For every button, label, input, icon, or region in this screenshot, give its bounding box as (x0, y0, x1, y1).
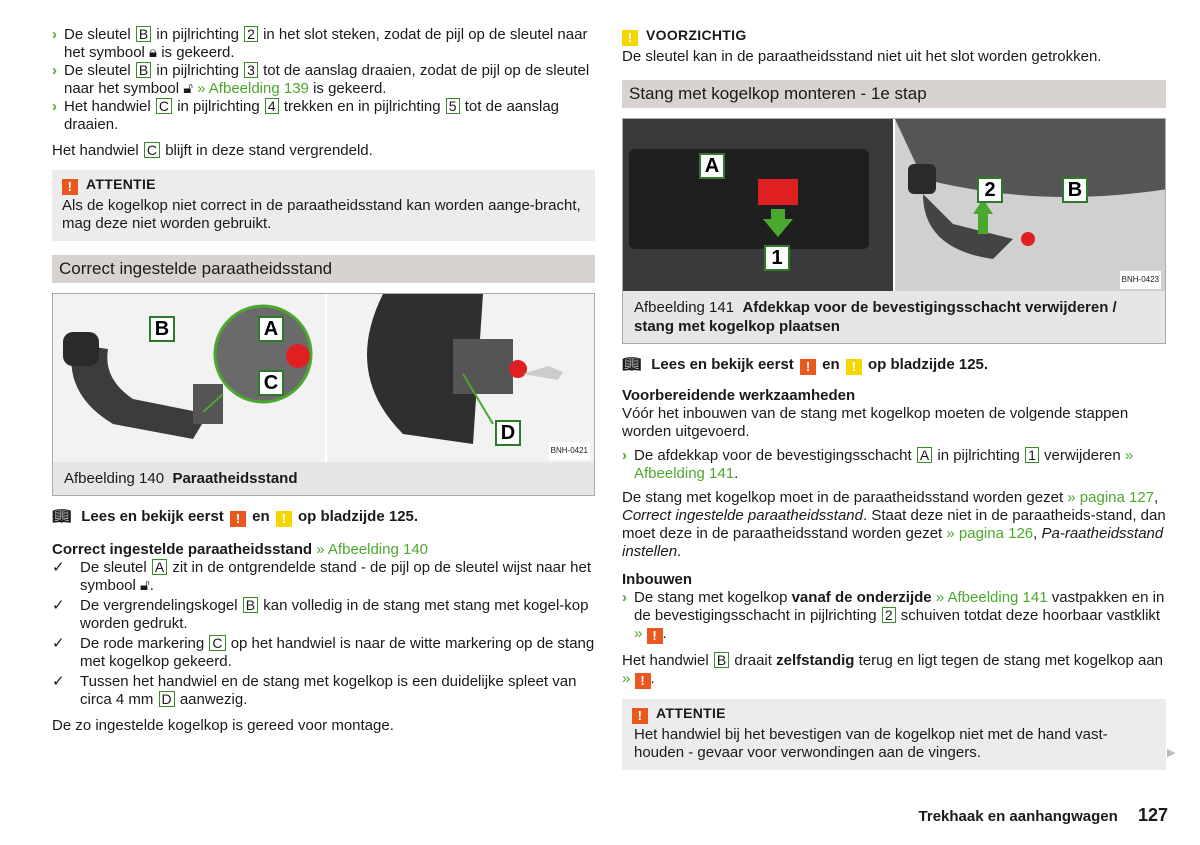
handwheel-paragraph (622, 652, 1166, 689)
step-text: is gekeerd. (313, 80, 387, 97)
caption-title: Afdekkap voor de bevestigingsschacht verwijderen / stang met kogelkop plaatsen (634, 299, 1117, 335)
prep-heading: Voorbereidende werkzaamheden (622, 387, 856, 404)
step-text: De sleutel (64, 26, 131, 43)
figure-label: D (495, 420, 521, 446)
step-item (52, 98, 595, 134)
figure-link[interactable]: » Afbeelding 139 (197, 80, 309, 97)
page-link[interactable]: » pagina 127 (1067, 489, 1155, 506)
key-label: B (714, 652, 729, 668)
warning-icon: ! (632, 708, 648, 724)
book-icon: 📖︎ (622, 356, 642, 373)
read-first-line (622, 356, 1166, 375)
check-text: De rode markering (80, 635, 205, 652)
check-text: Tussen het handwiel en de stang met kogelkop is een duidelijke spleet van circa 4 mm (80, 673, 577, 708)
para-text: . (677, 543, 682, 560)
para-text: De stang met kogelkop moet in de paraatheidsstand worden gezet (622, 489, 1064, 506)
attentie-heading (62, 175, 585, 195)
figure-caption (623, 291, 1165, 343)
read-text: en (822, 356, 840, 373)
attentie-box (52, 170, 595, 241)
step-text: verwijderen (1044, 447, 1121, 464)
read-text: Lees en bekijk eerst (81, 508, 224, 525)
para-text: blijft in deze stand vergrendeld. (165, 142, 373, 159)
caution-icon: ! (846, 359, 862, 375)
figure-label: 1 (764, 245, 790, 271)
page-number: 127 (1137, 805, 1168, 825)
attentie-text: Het handwiel bij het bevestigen van de kogelkop niet met de hand vast-houden - gevaar voor verwondingen aan de vingers. (634, 726, 1108, 761)
step-text: Het handwiel (64, 98, 151, 115)
check-text: De sleutel (80, 559, 147, 576)
page-link[interactable]: » pagina 126 (946, 525, 1034, 542)
step-text: De afdekkap voor de bevestigingsschacht (634, 447, 912, 464)
attentie-heading (632, 704, 1156, 724)
step-text: De sleutel (64, 62, 131, 79)
key-label: B (136, 62, 151, 78)
figure-caption (53, 462, 594, 495)
figure-141 (622, 118, 1166, 344)
warning-icon: ! (62, 179, 78, 195)
figure-label: A (258, 316, 284, 342)
key-label: 3 (244, 62, 258, 78)
key-label: B (136, 26, 151, 42)
figure-label: C (258, 370, 284, 396)
step-text: in pijlrichting (156, 62, 239, 79)
step-arrow-icon: › (52, 62, 57, 79)
caution-icon: ! (622, 30, 638, 46)
ready-paragraph: De zo ingestelde kogelkop is gereed voor montage. (52, 717, 394, 734)
figure-140 (52, 293, 595, 496)
caption-title: Paraatheidsstand (172, 470, 298, 487)
step-arrow-icon: › (52, 26, 57, 43)
key-label: D (159, 691, 175, 707)
para-emphasis: zelfstandig (776, 652, 855, 669)
step-text: in pijlrichting (156, 26, 239, 43)
warning-link[interactable]: » (634, 625, 643, 642)
read-text: op bladzijde 125. (298, 508, 419, 525)
figure-link[interactable]: » Afbeelding 141 (634, 447, 1134, 482)
step-item (52, 62, 595, 98)
warning-icon: ! (635, 673, 651, 689)
step-text: tot de aanslag draaien. (64, 98, 560, 133)
figure-link[interactable]: » Afbeelding 140 (316, 541, 429, 558)
read-text: op bladzijde 125. (868, 356, 989, 373)
attentie-box (622, 699, 1166, 770)
step-text: schuiven totdat deze hoorbaar vastklikt (900, 607, 1161, 624)
para-text: Het handwiel (52, 142, 139, 159)
section-title: Correct ingestelde paraatheidsstand (52, 255, 595, 283)
key-label: C (156, 98, 172, 114)
key-label: 1 (1025, 447, 1039, 463)
caption-number: Afbeelding 140 (64, 470, 165, 487)
step-text: in het slot steken, zodat de pijl op de sleutel naar het symbool 🔒︎ is gekeerd. (64, 26, 588, 61)
check-text: op het handwiel is naar de witte markering op de stang met kogelkop gekeerd. (80, 635, 595, 670)
attentie-title: ATTENTIE (86, 176, 156, 192)
key-label: 5 (446, 98, 460, 114)
step-text: tot de aanslag draaien, zodat de pijl op de sleutel naar het symbool 🔓︎ (64, 62, 590, 97)
check-text: De vergrendelingskogel (80, 597, 238, 614)
warning-icon: ! (800, 359, 816, 375)
para-ref: Correct ingestelde paraatheidsstand (622, 507, 863, 524)
key-label: A (152, 559, 167, 575)
install-heading: Inbouwen (622, 571, 692, 588)
check-item (52, 635, 595, 671)
figure-image (53, 294, 594, 462)
check-text: kan volledig in de stang met stang met kogel-kop worden gedrukt. (80, 597, 589, 632)
check-item (52, 559, 595, 595)
para-text: , (1154, 489, 1159, 506)
key-label: 2 (882, 607, 896, 623)
read-first-line (52, 508, 595, 527)
step-item (622, 589, 1166, 644)
check-icon: ✓ (52, 673, 65, 690)
figure-label: 2 (977, 177, 1003, 203)
para-text: . (650, 670, 655, 687)
footer-title: Trekhaak en aanhangwagen (918, 808, 1118, 825)
key-label: 4 (265, 98, 279, 114)
check-item (52, 597, 595, 633)
step-text: vastpakken en in de bevestigingsschacht in pijlrichting (634, 589, 1165, 624)
page-footer (0, 806, 1168, 826)
caution-icon: ! (276, 511, 292, 527)
figure-code: BNH-0421 (549, 442, 590, 460)
warning-link[interactable]: » (622, 670, 631, 687)
step-item (52, 26, 595, 62)
continue-arrow-icon: ▶ (1167, 747, 1176, 759)
step-arrow-icon: › (52, 98, 57, 115)
para-text: , (1033, 525, 1038, 542)
left-column (52, 26, 595, 735)
locked-paragraph (52, 142, 595, 160)
check-heading (52, 541, 595, 559)
warning-icon: ! (647, 628, 663, 644)
section-title: Stang met kogelkop monteren - 1e stap (622, 80, 1166, 108)
figure-link[interactable]: » Afbeelding 141 (935, 589, 1048, 606)
check-icon: ✓ (52, 597, 65, 614)
para-text: terug en ligt tegen de stang met kogelkop aan (858, 652, 1164, 669)
attentie-text: Als de kogelkop niet correct in de paraatheidsstand kan worden aange-bracht, mag deze niet worden gebruikt. (62, 197, 581, 232)
para-text: . Staat deze niet in de paraatheids-stand, dan moet deze in de paraatheidsstand worden gezet (622, 507, 1166, 542)
voorzichtig-title: VOORZICHTIG (646, 27, 747, 43)
step-emphasis: vanaf de onderzijde (791, 589, 932, 606)
right-column (622, 26, 1166, 770)
warning-icon: ! (230, 511, 246, 527)
figure-label: B (149, 316, 175, 342)
figure-code: BNH-0423 (1120, 271, 1161, 289)
step-text: trekken en in pijlrichting (283, 98, 441, 115)
prep-text: Vóór het inbouwen van de stang met kogelkop moeten de volgende stappen worden uitgevoerd. (622, 405, 1129, 440)
check-icon: ✓ (52, 559, 65, 576)
step-text: . (662, 625, 667, 642)
step-arrow-icon: › (622, 589, 627, 606)
step-text: in pijlrichting (177, 98, 260, 115)
voorzichtig-heading (622, 26, 1166, 46)
key-label: B (243, 597, 258, 613)
check-text: zit in de ontgrendelde stand - de pijl op de sleutel wijst naar het symbool 🔓︎. (80, 559, 591, 594)
key-label: A (917, 447, 932, 463)
read-text: Lees en bekijk eerst (651, 356, 794, 373)
figure-label: B (1062, 177, 1088, 203)
caption-number: Afbeelding 141 (634, 299, 735, 316)
step-arrow-icon: › (622, 447, 627, 464)
check-icon: ✓ (52, 635, 65, 652)
para-ref: Pa-raatheidsstand instellen (622, 525, 1164, 560)
read-text: en (252, 508, 270, 525)
key-label: C (144, 142, 160, 158)
step-text: De stang met kogelkop (634, 589, 788, 606)
voorzichtig-box (622, 26, 1166, 66)
step-text: in pijlrichting (937, 447, 1020, 464)
para-text: Het handwiel (622, 652, 709, 669)
step-item (622, 447, 1166, 483)
figure-image (623, 119, 1165, 291)
check-item (52, 673, 595, 709)
check-heading-text: Correct ingestelde paraatheidsstand (52, 541, 313, 558)
check-text: aanwezig. (179, 691, 248, 708)
paraatheid-paragraph (622, 489, 1166, 561)
book-icon: 📖︎ (52, 508, 72, 525)
key-label: C (209, 635, 225, 651)
mounting-illustration (623, 119, 1165, 291)
para-text: draait (734, 652, 772, 669)
voorzichtig-text: De sleutel kan in de paraatheidsstand niet uit het slot worden getrokken. (622, 48, 1102, 65)
figure-label: A (699, 153, 725, 179)
attentie-title: ATTENTIE (656, 705, 726, 721)
key-label: 2 (244, 26, 258, 42)
step-text: . (734, 465, 739, 482)
